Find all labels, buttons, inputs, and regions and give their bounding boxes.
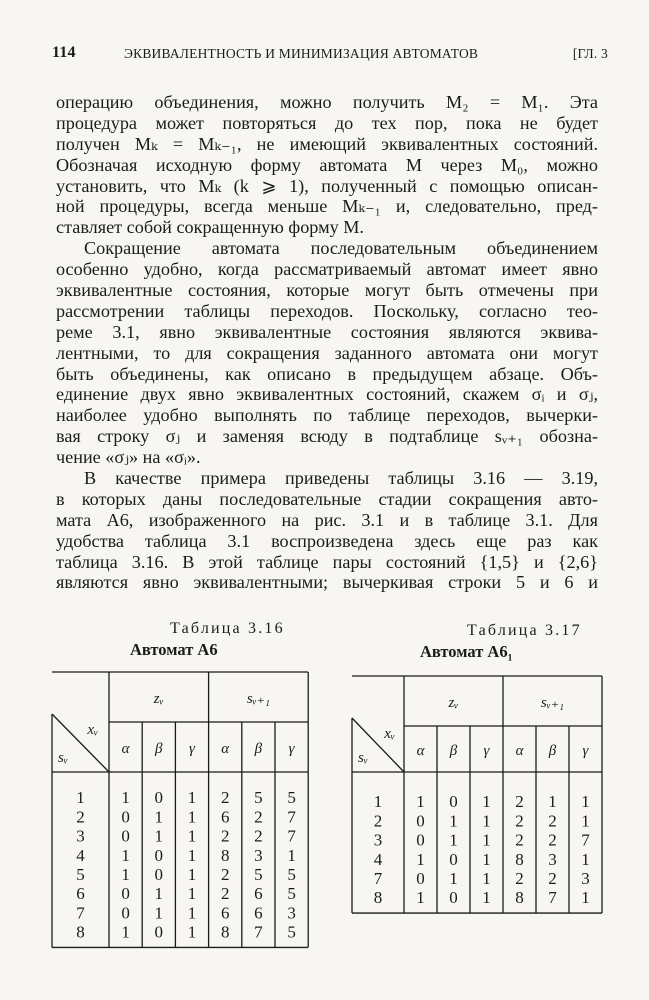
output-cell: 0 xyxy=(416,811,425,831)
text-line: в которых даны последовательные стадии сокращения авто- xyxy=(56,488,598,509)
chapter-label: [ГЛ. 3 xyxy=(572,46,608,61)
text-line: эквивалентные состояния, которые могут быть отмечены при xyxy=(56,280,598,301)
text-line: Обозначая исходную форму автомата M через M₀, можно xyxy=(56,154,598,175)
text-line: процедура может повторяться до тех пор, пока не будет xyxy=(56,112,598,133)
next-state-cell: 1 xyxy=(581,792,590,812)
output-cell: 1 xyxy=(154,826,164,846)
column-header: γ xyxy=(483,743,490,759)
next-state-cell: 5 xyxy=(254,865,263,884)
corner-label-input: xᵥ xyxy=(87,722,99,738)
output-cell: 0 xyxy=(121,903,130,923)
next-state-cell: 1 xyxy=(581,888,590,908)
next-state-cell: 1 xyxy=(581,849,590,869)
next-state-cell: 2 xyxy=(515,869,524,888)
group-header-z: zᵥ xyxy=(153,691,164,707)
output-cell: 0 xyxy=(154,845,164,865)
state-label: 8 xyxy=(373,888,383,908)
output-cell: 0 xyxy=(154,922,164,942)
table-caption: Таблица 3.17 xyxy=(467,622,582,639)
column-header: α xyxy=(515,743,524,759)
corner-label-input: xᵥ xyxy=(384,726,396,742)
next-state-cell: 8 xyxy=(515,888,524,908)
text-line: получен Mₖ = Mₖ₋₁, не имеющий эквивалентных состояний. xyxy=(56,133,598,154)
output-cell: 1 xyxy=(449,869,458,888)
text-line: В качестве примера приведены таблицы 3.16 — 3.19, xyxy=(84,468,598,489)
output-cell: 1 xyxy=(121,922,130,942)
output-cell: 0 xyxy=(449,849,458,869)
output-cell: 1 xyxy=(187,807,197,827)
table-3-17 xyxy=(352,676,604,946)
output-cell: 1 xyxy=(187,826,197,846)
column-header: β xyxy=(449,743,458,759)
text-line: реме 3.1, явно эквивалентные состояния являются эквива- xyxy=(56,321,598,342)
next-state-cell: 2 xyxy=(220,826,230,846)
next-state-cell: 1 xyxy=(287,845,296,865)
output-cell: 0 xyxy=(154,788,164,808)
next-state-cell: 2 xyxy=(548,830,557,850)
text-line: особенно удобно, когда рассматриваемый автомат имеет явно xyxy=(56,259,598,280)
next-state-cell: 2 xyxy=(515,830,524,850)
text-line: единение двух явно эквивалентных состояний, скажем σᵢ и σⱼ, xyxy=(56,384,598,405)
state-label: 1 xyxy=(373,792,383,812)
next-state-cell: 5 xyxy=(287,865,296,884)
group-header-s: sᵥ₊₁ xyxy=(246,691,270,707)
output-cell: 0 xyxy=(121,884,130,904)
table-title: Автомат A6 xyxy=(130,640,218,659)
state-label: 5 xyxy=(76,865,85,884)
next-state-cell: 3 xyxy=(581,869,590,888)
next-state-cell: 3 xyxy=(254,845,263,865)
state-label: 8 xyxy=(76,922,85,942)
text-line: чение «σⱼ» на «σᵢ». xyxy=(56,447,201,468)
state-label: 4 xyxy=(373,849,383,869)
next-state-cell: 2 xyxy=(515,792,524,812)
text-line: наиболее удобно выполнять по таблице переходов, вычерки- xyxy=(56,405,598,426)
next-state-cell: 5 xyxy=(287,922,296,942)
output-cell: 0 xyxy=(416,830,425,850)
column-header: α xyxy=(221,741,230,757)
output-cell: 1 xyxy=(121,865,130,884)
state-label: 6 xyxy=(76,884,85,904)
output-cell: 1 xyxy=(187,884,197,904)
output-cell: 0 xyxy=(121,807,130,827)
column-header: γ xyxy=(189,741,195,757)
output-cell: 0 xyxy=(416,869,425,888)
text-line: лентными, то для сокращения заданного автомата они могут xyxy=(56,342,598,363)
output-cell: 1 xyxy=(154,903,164,923)
state-label: 4 xyxy=(76,845,85,865)
state-label: 7 xyxy=(76,903,85,923)
next-state-cell: 2 xyxy=(548,869,557,888)
state-label: 1 xyxy=(76,788,85,808)
text-line: вая строку σⱼ и заменяя всюду в подтаблице sᵥ₊₁ обозна- xyxy=(56,426,598,447)
text-line: удобства таблица 3.1 воспроизведена здесь еще раз как xyxy=(56,530,598,551)
next-state-cell: 5 xyxy=(254,788,263,808)
next-state-cell: 7 xyxy=(548,888,557,908)
output-cell: 0 xyxy=(121,826,130,846)
next-state-cell: 5 xyxy=(287,788,296,808)
running-title: ЭКВИВАЛЕНТНОСТЬ И МИНИМИЗАЦИЯ АВТОМАТОВ xyxy=(124,46,479,61)
next-state-cell: 8 xyxy=(220,922,230,942)
state-label: 7 xyxy=(373,869,383,888)
body-text xyxy=(56,92,598,593)
text-line: ной процедуры, всегда меньше Mₖ₋₁ и, следовательно, пред- xyxy=(56,196,598,217)
output-cell: 1 xyxy=(482,792,491,812)
page-number: 114 xyxy=(52,44,76,61)
table-3-16 xyxy=(52,672,310,952)
next-state-cell: 7 xyxy=(287,807,296,827)
next-state-cell: 6 xyxy=(254,903,263,923)
next-state-cell: 3 xyxy=(548,849,557,869)
output-cell: 1 xyxy=(482,830,491,850)
output-cell: 0 xyxy=(449,888,458,908)
output-cell: 1 xyxy=(121,788,130,808)
next-state-cell: 2 xyxy=(515,811,524,831)
next-state-cell: 2 xyxy=(254,807,263,827)
table-title: Автомат A6₁ xyxy=(420,642,513,661)
output-cell: 1 xyxy=(121,845,130,865)
text-line: таблица 3.16. В этой таблице пары состояний {1,5} и {2,6} xyxy=(56,551,598,572)
next-state-cell: 7 xyxy=(287,826,296,846)
column-header: α xyxy=(416,743,425,759)
next-state-cell: 8 xyxy=(220,845,230,865)
text-line: операцию объединения, можно получить M₂ = M₁. Эта xyxy=(56,92,598,112)
output-cell: 1 xyxy=(416,888,425,908)
output-cell: 1 xyxy=(416,849,425,869)
output-cell: 1 xyxy=(187,788,197,808)
output-cell: 1 xyxy=(187,845,197,865)
column-header: β xyxy=(155,741,163,757)
output-cell: 1 xyxy=(154,807,164,827)
next-state-cell: 7 xyxy=(581,830,590,850)
next-state-cell: 7 xyxy=(254,922,263,942)
text-line: являются явно эквивалентными; вычеркивая строки 5 и 6 и xyxy=(56,572,598,593)
output-cell: 1 xyxy=(482,888,491,908)
text-line: ставляет собой сокращенную форму M. xyxy=(56,217,364,238)
column-header: γ xyxy=(582,743,589,759)
next-state-cell: 6 xyxy=(220,807,230,827)
text-line: установить, что Mₖ (k ⩾ 1), полученный с помощью описан- xyxy=(56,175,598,196)
state-label: 2 xyxy=(76,807,85,827)
next-state-cell: 8 xyxy=(515,849,524,869)
output-cell: 1 xyxy=(154,884,164,904)
text-line: рассмотрении таблицы переходов. Поскольку, согласно тео- xyxy=(56,300,598,321)
next-state-cell: 1 xyxy=(581,811,590,831)
output-cell: 1 xyxy=(449,811,458,831)
corner-label-state: sᵥ xyxy=(58,750,69,766)
output-cell: 1 xyxy=(449,830,458,850)
corner-label-state: sᵥ xyxy=(358,750,369,766)
state-label: 3 xyxy=(373,830,383,850)
next-state-cell: 2 xyxy=(220,865,230,884)
output-cell: 1 xyxy=(482,849,491,869)
next-state-cell: 6 xyxy=(254,884,263,904)
output-cell: 1 xyxy=(416,792,425,812)
next-state-cell: 2 xyxy=(548,811,557,831)
output-cell: 1 xyxy=(482,869,491,888)
output-cell: 1 xyxy=(187,922,197,942)
next-state-cell: 6 xyxy=(220,903,230,923)
column-header: α xyxy=(121,741,130,757)
next-state-cell: 3 xyxy=(287,903,296,923)
next-state-cell: 2 xyxy=(254,826,263,846)
text-line: мата A6, изображенного на рис. 3.1 и в таблице 3.1. Для xyxy=(56,509,598,530)
output-cell: 0 xyxy=(449,792,458,812)
next-state-cell: 2 xyxy=(220,788,230,808)
table-caption: Таблица 3.16 xyxy=(170,620,285,637)
column-header: β xyxy=(254,741,263,757)
output-cell: 0 xyxy=(154,865,164,884)
group-header-z: zᵥ xyxy=(448,695,459,711)
column-header: γ xyxy=(288,741,295,757)
column-header: β xyxy=(548,743,557,759)
state-label: 2 xyxy=(373,811,383,831)
output-cell: 1 xyxy=(482,811,491,831)
output-cell: 1 xyxy=(187,903,197,923)
text-line: быть объединены, как описано в предыдущем абзаце. Объ- xyxy=(56,363,598,384)
output-cell: 1 xyxy=(187,865,197,884)
group-header-s: sᵥ₊₁ xyxy=(540,695,565,711)
next-state-cell: 5 xyxy=(287,884,296,904)
next-state-cell: 2 xyxy=(220,884,230,904)
text-line: Сокращение автомата последовательным объединением xyxy=(84,238,598,259)
state-label: 3 xyxy=(76,826,85,846)
next-state-cell: 1 xyxy=(548,792,557,812)
